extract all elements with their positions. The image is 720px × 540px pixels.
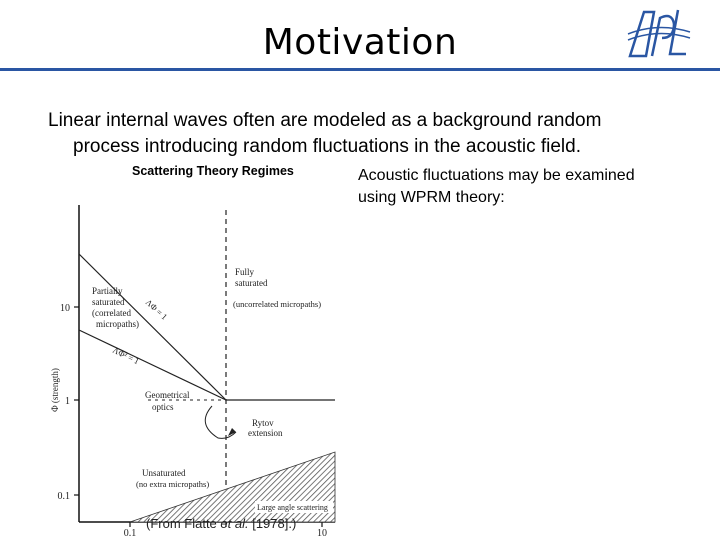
rytov-label-1: Rytov <box>252 418 274 428</box>
geometrical-optics-label-2: optics <box>152 402 174 412</box>
fully-saturated-label-1: Fully <box>235 267 255 277</box>
y-tick-label-0-1: 0.1 <box>57 491 70 502</box>
unsaturated-label-1: Unsaturated <box>142 468 186 478</box>
bullet-line-1: Linear internal waves often are modeled as a background random <box>48 110 602 131</box>
x-tick-label-0-1: 0.1 <box>123 528 137 539</box>
partially-saturated-label-4: micropaths) <box>96 319 139 329</box>
scattering-regimes-figure <box>0 190 340 540</box>
bullet-line-2: process introducing random fluctuations in the acoustic field. <box>73 136 581 157</box>
side-note-line-1: Acoustic fluctuations may be examined <box>358 167 635 184</box>
partially-saturated-label-3: (correlated <box>92 308 131 318</box>
figure-title: Scattering Theory Regimes <box>132 164 294 178</box>
apl-logo-icon <box>624 4 692 64</box>
y-tick-label-10: 10 <box>60 303 70 314</box>
caption-prefix: (From Flatte <box>146 516 221 531</box>
figure-caption <box>146 516 296 531</box>
x-tick-label-10: 10 <box>317 528 327 539</box>
caption-italic: et al. <box>220 516 249 531</box>
bullet-paragraph <box>48 108 698 160</box>
uncorrelated-label: (uncorrelated micropaths) <box>233 299 322 309</box>
y-axis-label: Φ (strength) <box>50 368 60 412</box>
partially-saturated-label-1: Partially <box>92 286 123 296</box>
caption-suffix: [1978].) <box>248 516 297 531</box>
side-note-line-2: using WPRM theory: <box>358 189 505 206</box>
line-label-1: ΛΦ = 1 <box>143 297 170 322</box>
side-note <box>358 165 708 209</box>
large-angle-label: Large angle scattering <box>257 503 328 512</box>
slide-title: Motivation <box>262 22 458 63</box>
title-divider <box>0 68 720 71</box>
partially-saturated-label-2: saturated <box>92 297 125 307</box>
rytov-label-2: extension <box>248 428 283 438</box>
unsaturated-label-2: (no extra micropaths) <box>136 479 210 489</box>
line-label-2: ΛΦ² = 1 <box>111 344 141 367</box>
y-tick-label-1: 1 <box>65 396 70 407</box>
geometrical-optics-label-1: Geometrical <box>145 390 190 400</box>
fully-saturated-label-2: saturated <box>235 278 268 288</box>
